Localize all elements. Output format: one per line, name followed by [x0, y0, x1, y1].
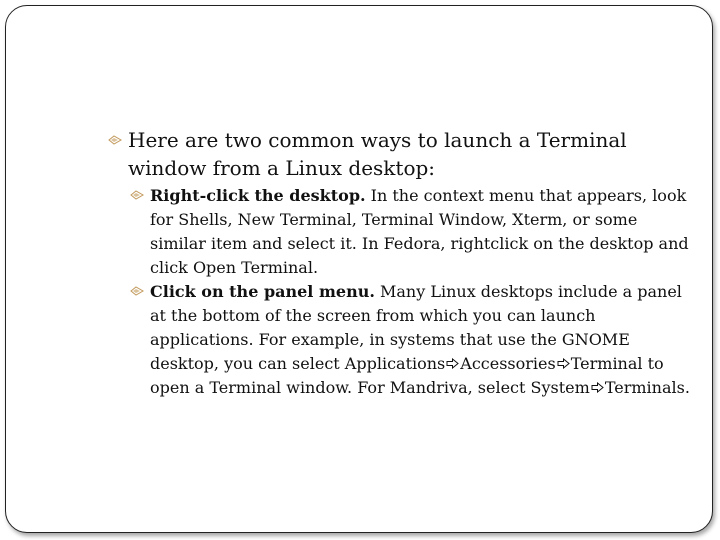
diamond-bullet-icon	[130, 184, 150, 208]
slide-frame	[5, 5, 713, 533]
sub-bullet-panel-menu	[130, 280, 693, 400]
sub-bullet-text: Accessories	[460, 354, 556, 373]
sub-bullet-text: Many Linux desktops include a panel at the bottom of the screen from which you can launch applications. For example, in systems that use the GNOME desktop, you can select Applications	[150, 282, 682, 373]
arrow-right-icon	[445, 352, 460, 376]
sub-bullet-text: Terminals.	[604, 378, 690, 397]
main-bullet	[108, 126, 693, 182]
sub-bullet-title: Right-click the desktop.	[150, 186, 366, 205]
arrow-right-icon	[556, 352, 571, 376]
main-bullet-text: Here are two common ways to launch a Terminal window from a Linux desktop:	[128, 128, 627, 180]
sub-bullet-right-click	[130, 184, 693, 280]
diamond-bullet-icon	[108, 126, 128, 154]
sub-bullet-text: Terminal to open a Terminal window. For Mandriva, select System	[150, 354, 664, 397]
arrow-right-icon	[590, 376, 605, 400]
sub-bullet-title: Click on the panel menu.	[150, 282, 375, 301]
sub-bullet-text: In the context menu that appears, look for Shells, New Terminal, Terminal Window, Xterm, or some similar item and select it. In Fedora, rightclick on the desktop and click Open Terminal.	[150, 186, 689, 277]
diamond-bullet-icon	[130, 280, 150, 304]
slide-content	[108, 126, 693, 400]
